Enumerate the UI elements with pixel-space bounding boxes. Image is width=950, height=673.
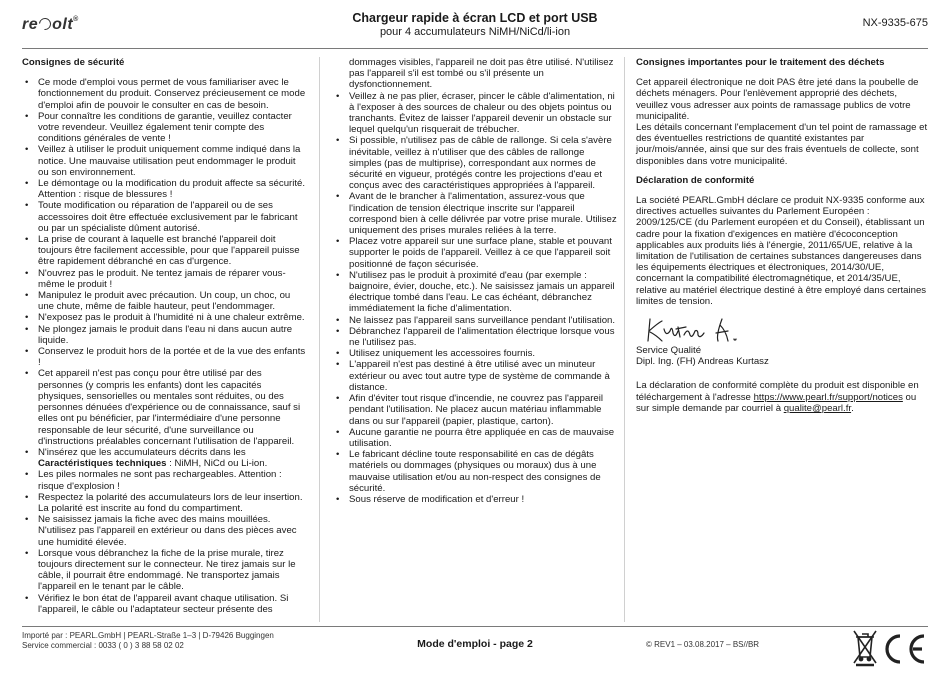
batteries-text-pre: N'insérez que les accumulateurs décrits dans les — [38, 446, 246, 458]
list-item: • Le fabricant décline toute responsabilité en cas de dégâts matériels ou dommages (physiques ou moraux) dus à une mauvaise utilisation et/ou au non-respect des consignes de sécurité. — [333, 449, 619, 494]
disposal-conformity-column — [636, 57, 928, 422]
conformity-paragraph: La société PEARL.GmbH déclare ce produit NX-9335 conforme aux directives actuelles suivantes du Parlement Européen : 2009/125/CE (du Parlement européen et du Conseil), établissant un cadre pour la fixation d'exigences en matière d'écoconception applicables aux produits liés à l'énergie, 2011/65/UE, relative à la limitation de l'utilisation de certaines substances dangereuses dans les équipements électriques et électroniques, 2014/30/UE, concernant la compatibilité électromagnétique, et 2014/35/UE, relative au matériel électrique destiné à être employé dans certaines limites de tension. — [636, 195, 927, 307]
list-item: • Respectez la polarité des accumulateurs lors de leur insertion. La polarité est inscrite au fond du compartiment. — [22, 492, 308, 514]
list-item: • Veillez à ne pas plier, écraser, pincer le câble d'alimentation, ni à l'exposer à des sources de chaleur ou des objets pointus ou tranchants. Évitez de laisser l'appareil devenir un obstacle sur lequel quelqu'un risquerait de trébucher. — [333, 91, 619, 136]
list-item: • Manipulez le produit avec précaution. Un coup, un choc, ou une chute, même de faible hauteur, peut l'endommager. — [22, 290, 308, 312]
signature — [644, 315, 928, 345]
list-item: • Veillez à utiliser le produit uniquement comme indiqué dans la notice. Une mauvaise utilisation peut endommager le produit ou son environnement. — [22, 144, 308, 178]
list-item: • Utilisez uniquement les accessoires fournis. — [333, 348, 619, 359]
safety-column-2 — [333, 57, 619, 505]
declaration-text-pre: La déclaration de conformité complète du produit est disponible en téléchargement à l'adresse — [636, 380, 919, 403]
column-divider — [624, 57, 625, 622]
batteries-text-bold: Caractéristiques techniques — [38, 458, 167, 470]
document-title: Chargeur rapide à écran LCD et port USB — [352, 11, 598, 25]
declaration-text-mid: ou sur simple demande par courriel à — [636, 391, 917, 414]
list-item: • Cet appareil n'est pas conçu pour être utilisé par des personnes (y compris les enfants) dont les capacités physiques, sensorielles ou mentales sont réduites, ou des personnes dénuées d'expérience ou de connaissance, sauf si elles ont pu bénéficier, par l'intermédiaire d'une personne responsable de leur sécurité, d'une surveillance ou d'instructions préalables concernant l'utilisation de l'appareil. — [22, 368, 308, 446]
page-header — [0, 0, 950, 52]
safety-list-continued — [333, 91, 619, 506]
list-item-batteries — [22, 447, 308, 469]
notices-link[interactable]: https://www.pearl.fr/support/notices — [753, 391, 903, 403]
list-item: • L'appareil n'est pas destiné à être utilisé avec un minuteur extérieur ou avec tout autre type de système de commande à distance. — [333, 359, 619, 393]
compliance-marks — [852, 628, 932, 668]
list-item: • Vérifiez le bon état de l'appareil avant chaque utilisation. Si l'appareil, le câble ou l'adaptateur secteur présente des — [22, 593, 308, 615]
header-rule — [22, 48, 928, 49]
list-item: • Ne plongez jamais le produit dans l'eau ni dans aucun autre liquide. — [22, 324, 308, 346]
list-item: • Ne saisissez jamais la fiche avec des mains mouillées. N'utilisez pas l'appareil en extérieur ou dans des pièces avec une humidité élevée. — [22, 514, 308, 548]
list-item: • N'exposez pas le produit à l'humidité ni à une chaleur extrême. — [22, 312, 308, 323]
conformity-heading: Déclaration de conformité — [636, 174, 755, 186]
list-item: • La prise de courant à laquelle est branché l'appareil doit toujours être facilement accessible, pour que l'appareil puisse être rapidement débranché en cas d'urgence. — [22, 234, 308, 268]
waste-paragraph-2: Les détails concernant l'emplacement d'un tel point de ramassage et des éventuelles restrictions de quantité existantes par jour/mois/année, ainsi que sur des frais éventuels de collecte, sont disponibles dans votre municipalité. — [636, 122, 928, 167]
list-item: • Aucune garantie ne pourra être appliquée en cas de mauvaise utilisation. — [333, 427, 619, 449]
weee-bin-icon — [854, 631, 876, 665]
waste-heading: Consignes importantes pour le traitement des déchets — [636, 57, 885, 68]
list-item: • Ne laissez pas l'appareil sans surveillance pendant l'utilisation. — [333, 315, 619, 326]
brand-logo: re olt® — [22, 16, 79, 33]
list-item: • Les piles normales ne sont pas rechargeables. Attention : risque d'explosion ! — [22, 469, 308, 491]
safety-list — [22, 77, 308, 615]
list-item: • Conservez le produit hors de la portée et de la vue des enfants ! — [22, 346, 308, 368]
batteries-text-post: : NiMH, NiCd ou Li-ion. — [166, 458, 268, 470]
continued-text: dommages visibles, l'appareil ne doit pas être utilisé. N'utilisez pas l'appareil s'il est tombé ou s'il présente un dysfonctionnement. — [349, 57, 614, 91]
article-number: NX-9335-675 — [862, 17, 928, 29]
signature-drawing — [644, 315, 764, 345]
list-item: • Pour connaître les conditions de garantie, veuillez contacter votre revendeur. Veuillez également tenir compte des conditions générales de vente ! — [22, 111, 308, 145]
list-item: • N'utilisez pas le produit à proximité d'eau (par exemple : baignoire, évier, douche, etc.). Ne saisissez jamais un appareil électrique tombé dans l'eau. Le cas échéant, débranchez immédiatement la fiche d'alimentation. — [333, 270, 619, 315]
footer-rule — [22, 626, 928, 627]
list-item: • Toute modification ou réparation de l'appareil ou de ses accessoires doit être effectuée exclusivement par le fabricant ou par un spécialiste dûment autorisé. — [22, 200, 308, 234]
list-item: • Afin d'éviter tout risque d'incendie, ne couvrez pas l'appareil pendant l'utilisation. Ne placez aucun matériau inflammable dans ou sur l'appareil (papier, plastique, carton). — [333, 393, 619, 427]
list-item: • Lorsque vous débranchez la fiche de la prise murale, tirez toujours directement sur le connecteur. Ne tirez jamais sur le câble, il pourrait être endommagé. Ne transportez jamais l'appareil en le tenant par le câble. — [22, 548, 308, 593]
list-item: • Placez votre appareil sur une surface plane, stable et pouvant supporter le poids de l'appareil. Veillez à ce que l'appareil soit positionné de façon sécurisée. — [333, 236, 619, 270]
list-item: • Débranchez l'appareil de l'alimentation électrique lorsque vous ne l'utilisez pas. — [333, 326, 619, 348]
importer-address: Importé par : PEARL.GmbH | PEARL-Straße 1–3 | D-79426 Buggingen — [22, 631, 274, 640]
page-footer — [0, 628, 950, 671]
declaration-download — [636, 380, 928, 414]
waste-paragraph-1: Cet appareil électronique ne doit PAS être jeté dans la poubelle de déchets ménagers. Pour l'enlèvement approprié des déchets, veuillez vous adresser aux points de ramassage publics de votre municipalité. — [636, 77, 919, 122]
list-item: • N'ouvrez pas le produit. Ne tentez jamais de réparer vous-même le produit ! — [22, 268, 308, 290]
list-item: • Le démontage ou la modification du produit affecte sa sécurité. Attention : risque de blessures ! — [22, 178, 308, 200]
column-divider — [319, 57, 320, 622]
service-phone: Service commercial : 0033 ( 0 ) 3 88 58 02 02 — [22, 641, 184, 650]
list-item: • Si possible, n'utilisez pas de câble de rallonge. Si cela s'avère inévitable, veillez à n'utiliser que des câbles de rallonge simples (pas de multiprise), correspondant aux normes de sécurité en vigueur, protégés contre les projections d'eau et conçus avec des caractéristiques appropriées à l'appareil. — [333, 135, 619, 191]
list-item: • Sous réserve de modification et d'erreur ! — [333, 494, 619, 505]
page-label: Mode d'emploi - page 2 — [417, 638, 533, 650]
signer-role: Service Qualité — [636, 345, 702, 357]
safety-heading: Consignes de sécurité — [22, 57, 125, 68]
list-item: • Ce mode d'emploi vous permet de vous familiariser avec le fonctionnement du produit. Conservez précieusement ce mode d'emploi afin de pouvoir le consulter en cas de besoin. — [22, 77, 308, 111]
revision-info: © REV1 – 03.08.2017 – BS//BR — [646, 640, 760, 649]
quality-email-link[interactable]: qualite@pearl.fr — [783, 402, 852, 414]
safety-column-1 — [22, 57, 308, 615]
signer-name: Dipl. Ing. (FH) Andreas Kurtasz — [636, 356, 769, 368]
document-subtitle: pour 4 accumulateurs NiMH/NiCd/li-ion — [379, 26, 571, 38]
list-item: • Avant de le brancher à l'alimentation, assurez-vous que l'indication de tension électrique inscrite sur l'appareil correspond bien à celle délivrée par votre prise murale. Utilisez uniquement des prises murales reliées à la terre. — [333, 191, 619, 236]
title-block — [0, 11, 950, 38]
ce-mark-icon — [887, 636, 924, 662]
declaration-text-end: . — [851, 402, 854, 414]
